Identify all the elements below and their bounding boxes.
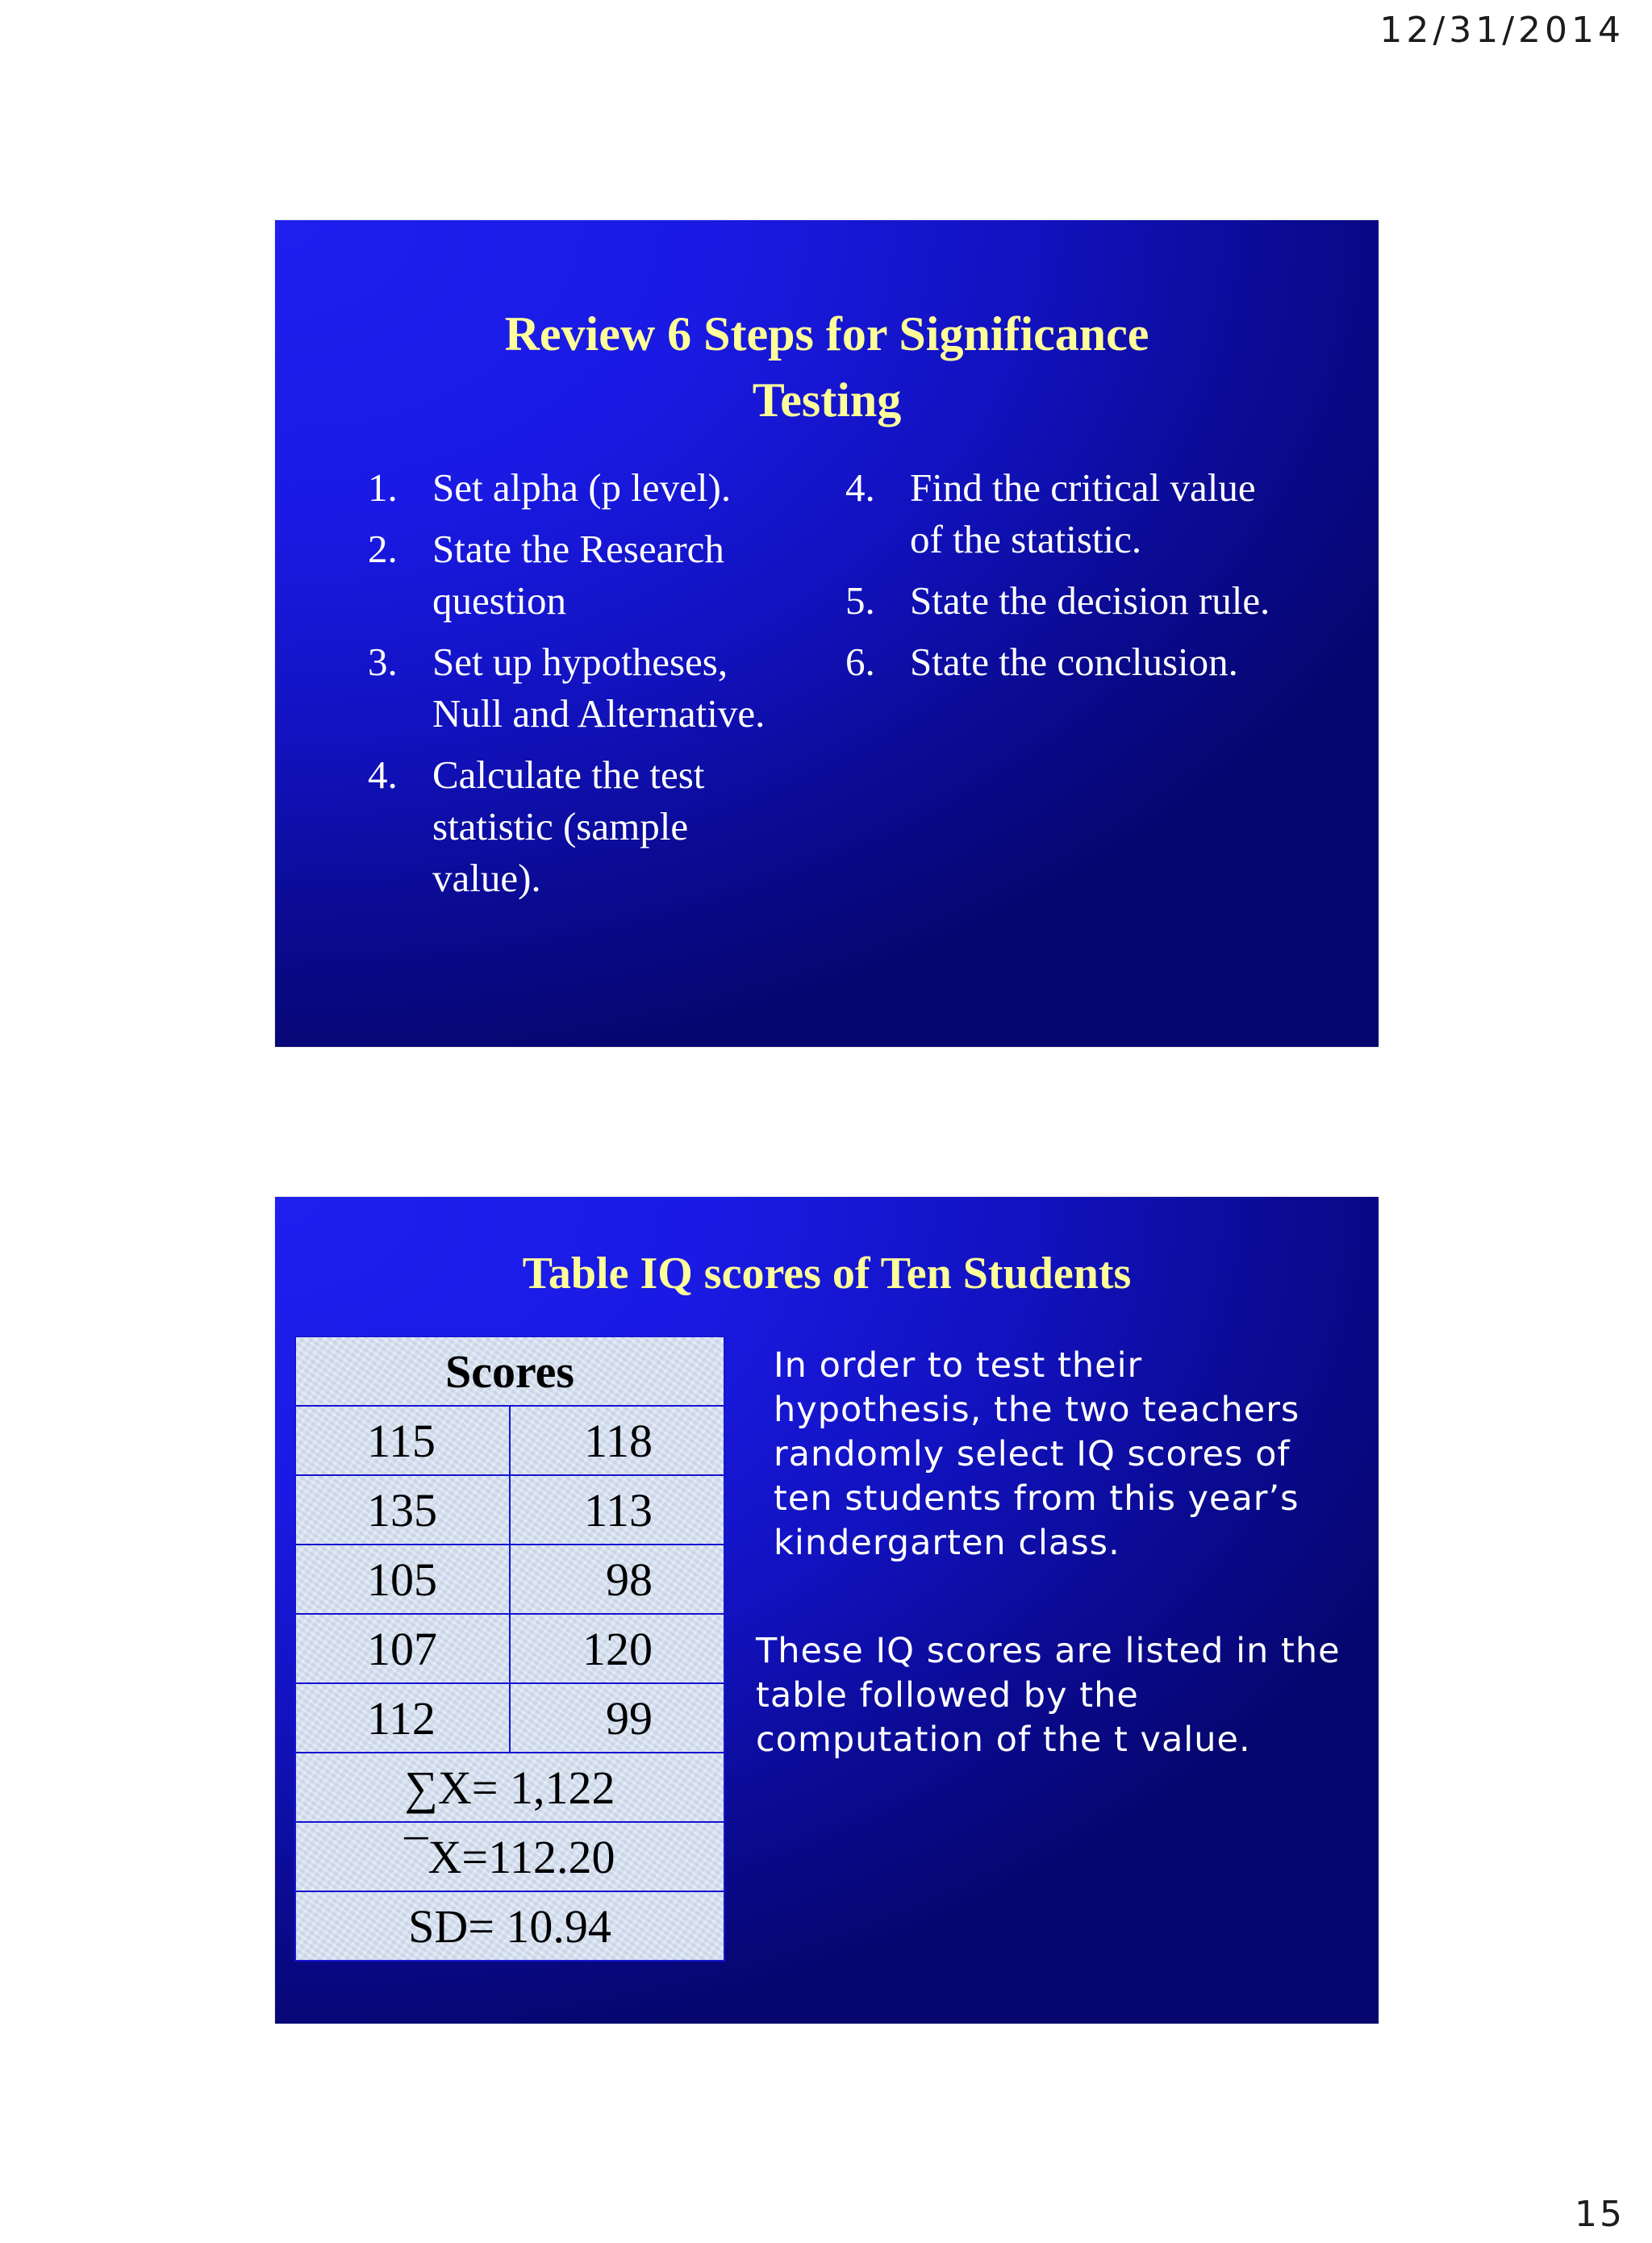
table-cell: 112 — [295, 1683, 510, 1753]
description-paragraph-2: These IQ scores are listed in the table followed by the computation of the t value. — [756, 1631, 1341, 1760]
table-header-scores: Scores — [295, 1336, 724, 1406]
table-cell: 118 — [510, 1406, 724, 1475]
slide-title — [275, 301, 1379, 433]
steps-list-right — [845, 462, 1297, 698]
table-row — [295, 1545, 724, 1614]
table-cell: 113 — [510, 1475, 724, 1545]
slide-iq-scores — [275, 1197, 1379, 2024]
step-text: Set alpha (p level). — [432, 465, 732, 510]
title-line-2: Testing — [752, 373, 902, 427]
step-text: Set up hypotheses, Null and Alternative. — [432, 640, 766, 736]
title-line-1: Review 6 Steps for Significance — [504, 307, 1149, 361]
table-cell: 105 — [295, 1545, 510, 1614]
step-number: 5. — [845, 578, 875, 623]
page-date: 12/31/2014 — [1379, 10, 1625, 51]
step-number: 4. — [845, 465, 875, 510]
table-cell: 99 — [510, 1683, 724, 1753]
table-row — [295, 1683, 724, 1753]
step-text: State the conclusion. — [910, 640, 1238, 684]
sum-value: ∑X= 1,122 — [295, 1753, 724, 1822]
table-header-row — [295, 1336, 724, 1406]
table-cell: 120 — [510, 1614, 724, 1683]
table-cell: 135 — [295, 1475, 510, 1545]
list-item — [368, 523, 787, 627]
list-item — [368, 462, 787, 514]
list-item — [845, 462, 1297, 565]
list-item — [845, 575, 1297, 627]
sd-value: SD= 10.94 — [295, 1891, 724, 1961]
steps-list-left — [368, 462, 787, 914]
step-text: State the Research question — [432, 527, 724, 623]
table-cell: 98 — [510, 1545, 724, 1614]
table-row — [295, 1406, 724, 1475]
table-row — [295, 1475, 724, 1545]
table-mean-row — [295, 1822, 724, 1891]
iq-scores-table — [294, 1336, 725, 1962]
step-number: 3. — [368, 640, 398, 684]
step-text: Calculate the test statistic (sample value). — [432, 753, 705, 900]
table-cell: 107 — [295, 1614, 510, 1683]
table-sum-row — [295, 1753, 724, 1822]
step-number: 1. — [368, 465, 398, 510]
list-item — [845, 636, 1297, 688]
step-number: 4. — [368, 753, 398, 797]
step-number: 6. — [845, 640, 875, 684]
table-sd-row — [295, 1891, 724, 1961]
table-row — [295, 1614, 724, 1683]
description-paragraph-1: In order to test their hypothesis, the two teachers randomly select IQ scores of ten students from this year’s kindergarten class. — [774, 1345, 1300, 1563]
step-number: 2. — [368, 527, 398, 571]
step-text: State the decision rule. — [910, 578, 1270, 623]
slide-title: Table IQ scores of Ten Students — [522, 1249, 1132, 1299]
table-cell: 115 — [295, 1406, 510, 1475]
step-text: Find the critical value of the statistic. — [910, 465, 1256, 561]
mean-value: ¯X=112.20 — [295, 1822, 724, 1891]
page-number: 15 — [1575, 2194, 1625, 2235]
slide-review-steps — [275, 220, 1379, 1047]
list-item — [368, 636, 787, 740]
list-item — [368, 749, 787, 904]
